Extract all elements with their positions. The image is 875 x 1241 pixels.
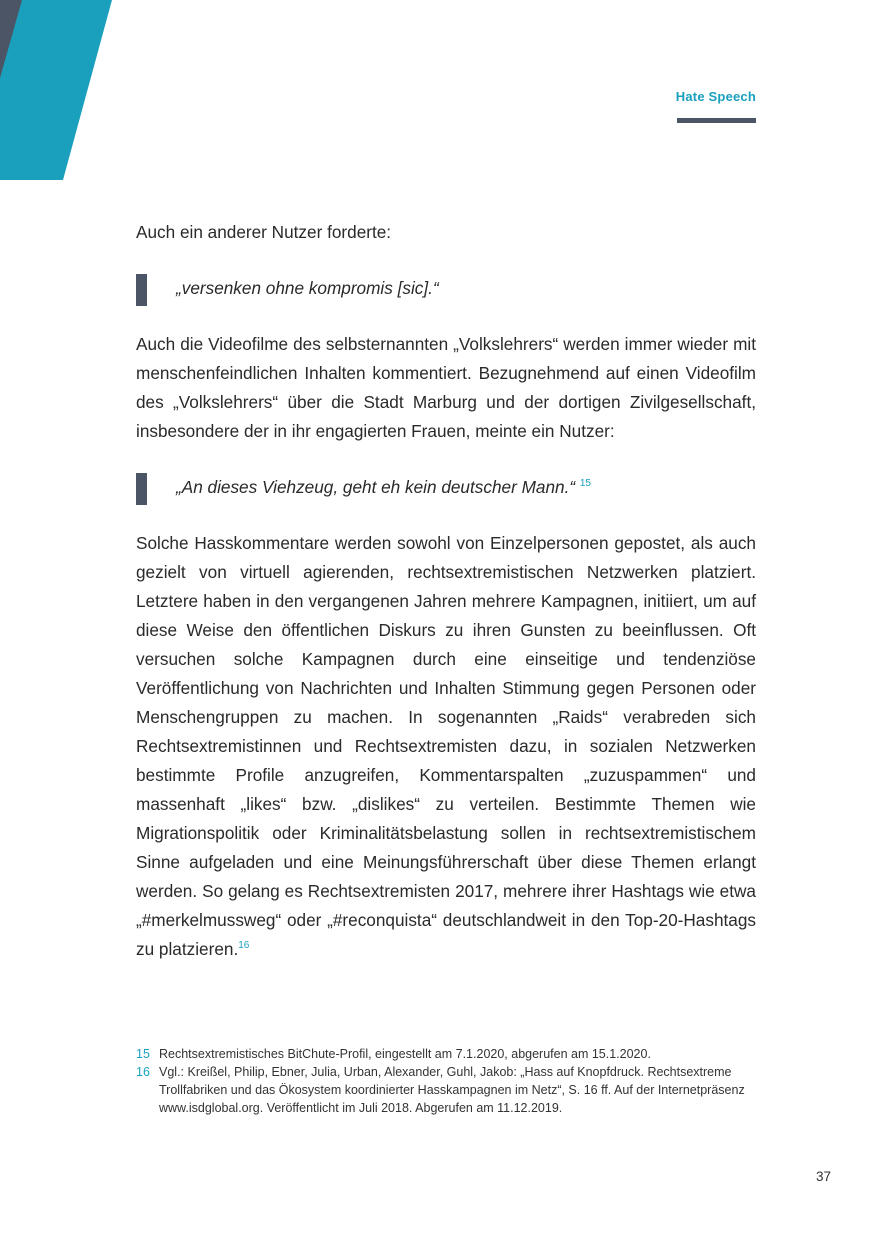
footnotes <box>136 1045 756 1117</box>
blockquote-1 <box>136 274 756 303</box>
body-paragraph-2: Auch die Videofilme des selbsternannten „Volkslehrers“ werden immer wieder mit menschenfeindlichen Inhalten kommentiert. Bezugnehmend auf einen Videofilm des „Volkslehrers“ über die Stadt Marburg und der dortigen Zivilgesellschaft, insbesondere der in ihr engagierten Frauen, meinte ein Nutzer: <box>136 334 756 441</box>
footnote-16 <box>136 1063 756 1117</box>
quote-bar <box>136 274 147 306</box>
quote-text: „versenken ohne kompromis [sic].“ <box>176 278 439 298</box>
footnote-15 <box>136 1045 756 1063</box>
body-paragraph-3 <box>136 529 756 964</box>
footnote-number: 15 <box>136 1047 150 1061</box>
paragraph-text: Solche Hasskommentare werden sowohl von Einzelpersonen gepostet, als auch gezielt von virtuell agierenden, rechtsextremistischen Netzwerken platziert. Letztere haben in den vergangenen Jahren mehrere Kampagnen, initiiert, um auf diese Weise den öffentlichen Diskurs zu ihren Gunsten zu beeinflussen. Oft versuchen solche Kampagnen durch eine einseitige und tendenziöse Veröffentlichung von Nachrichten und Inhalten Stimmung gegen Personen oder Menschengruppen zu machen. In sogenannten „Raids“ verabreden sich Rechtsextremistinnen und Rechtsextremisten dazu, in sozialen Netzwerken bestimmte Profile anzugreifen, Kommentarspalten „zuzuspammen“ und massenhaft „likes“ bzw. „dislikes“ zu verteilen. Bestimmte Themen wie Migrationspolitik oder Kriminalitätsbelastung sollen in rechtsextremistischem Sinne aufgeladen und eine Meinungsführerschaft über diese Themen erlangt werden. So gelang es Rechtsextremisten 2017, mehrere ihrer Hashtags wie etwa „#merkelmussweg“ oder „#reconquista“ deutschlandweit in den Top-20-Hashtags zu platzieren. <box>136 533 756 959</box>
main-content <box>136 218 756 964</box>
header-rule <box>677 118 756 123</box>
running-title: Hate Speech <box>675 89 756 104</box>
quote-bar <box>136 473 147 505</box>
blockquote-2 <box>136 473 756 502</box>
quote-text: „An dieses Viehzeug, geht eh kein deutscher Mann.“ <box>176 477 576 497</box>
footnote-ref-15[interactable]: 15 <box>579 478 591 489</box>
footnote-number: 16 <box>136 1065 150 1079</box>
footnote-text: Rechtsextremistisches BitChute-Profil, eingestellt am 7.1.2020, abgerufen am 15.1.2020. <box>159 1047 651 1061</box>
footnote-text: Vgl.: Kreißel, Philip, Ebner, Julia, Urban, Alexander, Guhl, Jakob: „Hass auf Knopfdruck. Rechtsextreme Trollfabriken und das Ökosystem koordinierter Hasskampagnen im Netz“, S. 16 ff. Auf der Internetpräsenz www.isdglobal.org. Veröffentlicht im Juli 2018. Abgerufen am 11.12.2019. <box>159 1065 745 1115</box>
intro-paragraph: Auch ein anderer Nutzer forderte: <box>136 222 392 242</box>
page-number: 37 <box>815 1169 831 1184</box>
footnote-ref-16[interactable]: 16 <box>238 940 250 951</box>
corner-decoration <box>0 0 120 180</box>
